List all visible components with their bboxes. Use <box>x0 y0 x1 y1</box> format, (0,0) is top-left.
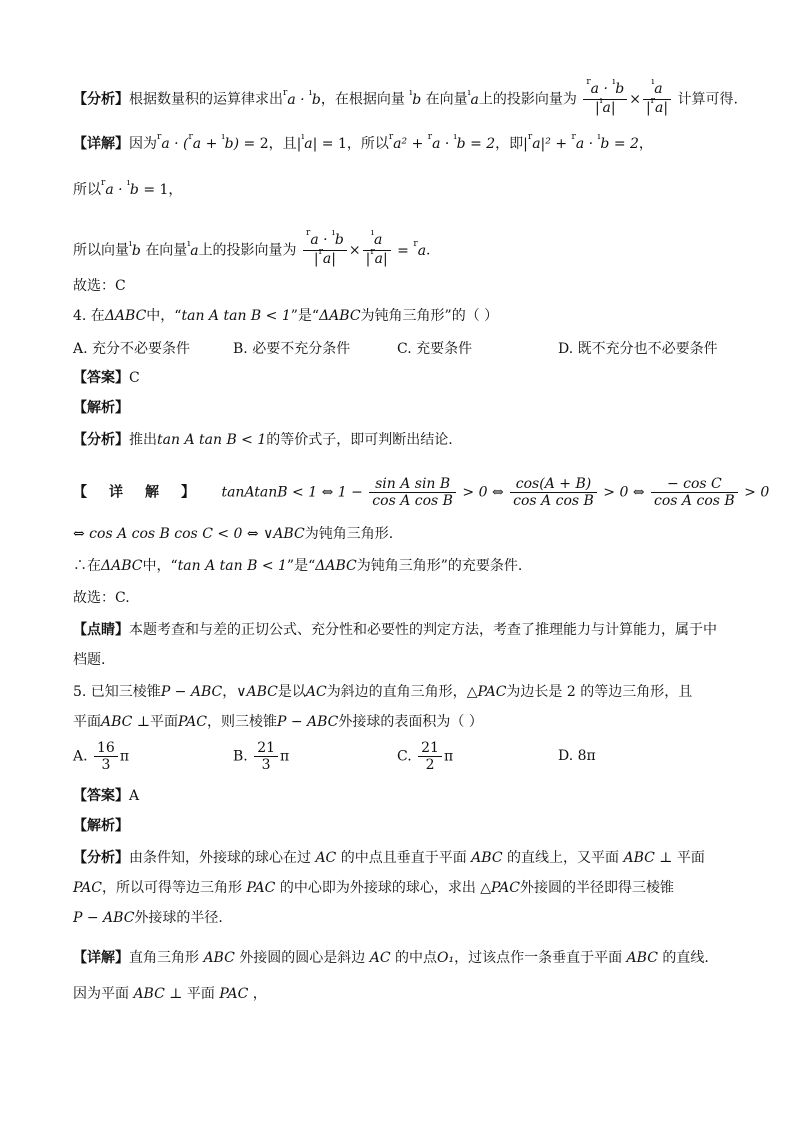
q4-conclusion: ∴在ΔABC中，“tan A tan B < 1”是“ΔABC为钝角三角形”的充要条件. <box>73 558 523 574</box>
q5-analysis: 【分析】由条件知，外接球的球心在过 AC 的中点且垂直于平面 ABC 的直线上，又平面 ABC ⊥ 平面 <box>73 850 705 866</box>
option-a[interactable]: A. $\frac{16}{3}$ π <box>73 740 130 773</box>
q5-detail: 【详解】直角三角形 ABC 外接圆的圆心是斜边 AC 的中点O₁，过该点作一条垂直于平面 ABC 的直线. <box>73 950 709 966</box>
q4-comment-line2: 档题. <box>73 652 106 668</box>
question-5-stem: 5. 已知三棱锥P − ABC，∨ABC是以AC为斜边的直角三角形，△PAC为边长是 2 的等边三角形，且 <box>73 684 693 700</box>
option-c[interactable]: C. 充要条件 <box>397 341 473 357</box>
q4-detail: 【详解】 tanAtanB < 1 ⇔ 1 − $\frac{\text{sin A sin B}}{\text{cos A cos B}}$ > 0 ⇔ $\frac{\cos(A + B)}{\text{cos A cos B}}$ > 0 ⇔ $\frac{\text{− cos C}}{\text{cos A cos B}}$ > 0 <box>73 476 770 509</box>
analysis-tag: 【分析】 <box>73 91 129 108</box>
projection-fraction: $\frac{^ra \cdot ^ıb}{|^ıa|}$ <box>583 81 627 118</box>
option-b[interactable]: B. $\frac{21}{3}$ π <box>233 740 290 773</box>
choice-line: 故选：C <box>73 278 126 294</box>
q4-comment: 【点睛】本题考查和与差的正切公式、充分性和必要性的判定方法，考查了推理能力与计算能力，属于中 <box>73 622 717 638</box>
answer-line: 【答案】A <box>73 788 140 804</box>
q4-choice: 故选：C. <box>73 590 130 606</box>
answer-line: 【答案】C <box>73 370 140 386</box>
question-4-stem: 4. 在ΔABC中，“tan A tan B < 1”是“ΔABC为钝角三角形”的（ ） <box>73 308 499 324</box>
answer-value: C <box>129 370 140 386</box>
q5-analysis-line3: P − ABC外接球的半径. <box>73 910 223 926</box>
answer-value: A <box>129 788 140 804</box>
option-c[interactable]: C. $\frac{21}{2}$ π <box>397 740 454 773</box>
detail-tag: 【详解】 <box>73 136 129 152</box>
projection-line: 所以向量$^ı$b 在向量$^ı$a上的投影向量为 $\frac{^ra \cdot ^ıb}{|^ra|}$ × $\frac{^ıa}{|^ra|}$ = $^r$a. <box>73 228 431 267</box>
result-line: 所以$^r$a · $^ı$b = 1， <box>73 178 183 198</box>
solution-heading: 【解析】 <box>73 400 129 416</box>
question-5-stem-line2: 平面ABC ⊥平面PAC，则三棱锥P − ABC外接球的表面积为（ ） <box>73 714 483 730</box>
option-d[interactable]: D. 8π <box>558 748 596 764</box>
q5-analysis-line2: PAC，所以可得等边三角形 PAC 的中心即为外接球的球心，求出 △PAC外接圆的半径即得三棱锥 <box>73 880 675 896</box>
solution-heading: 【解析】 <box>73 818 129 834</box>
q5-detail-line2: 因为平面 ABC ⊥ 平面 PAC ， <box>73 986 267 1002</box>
analysis-line: 【分析】根据数量积的运算律求出$^r$a · $^ı$b，在根据向量 $^ı$b 在向量$^ı$a上的投影向量为 $\frac{^ra \cdot ^ıb}{|^ıa|}$ × $\frac{^ıa}{|^ra|}$ 计算可得. <box>73 77 738 116</box>
option-b[interactable]: B. 必要不充分条件 <box>233 341 351 357</box>
option-a[interactable]: A. 充分不必要条件 <box>73 341 191 357</box>
option-d[interactable]: D. 既不充分也不必要条件 <box>558 341 718 357</box>
detail-line: 【详解】因为$^r$a · ($^r$a + $^ı$b) = 2，且$|^ıa| = 1$，所以$^r$a² + $^r$a · $^ı$b = 2，即$|^ra|^2 + ^ra \cdot ^ıb = 2$， <box>73 132 653 152</box>
q4-detail-line2: ⇔ cos A cos B cos C < 0 ⇔ ∨ABC为钝角三角形. <box>73 526 394 542</box>
q4-analysis: 【分析】推出tan A tan B < 1的等价式子，即可判断出结论. <box>73 432 453 448</box>
